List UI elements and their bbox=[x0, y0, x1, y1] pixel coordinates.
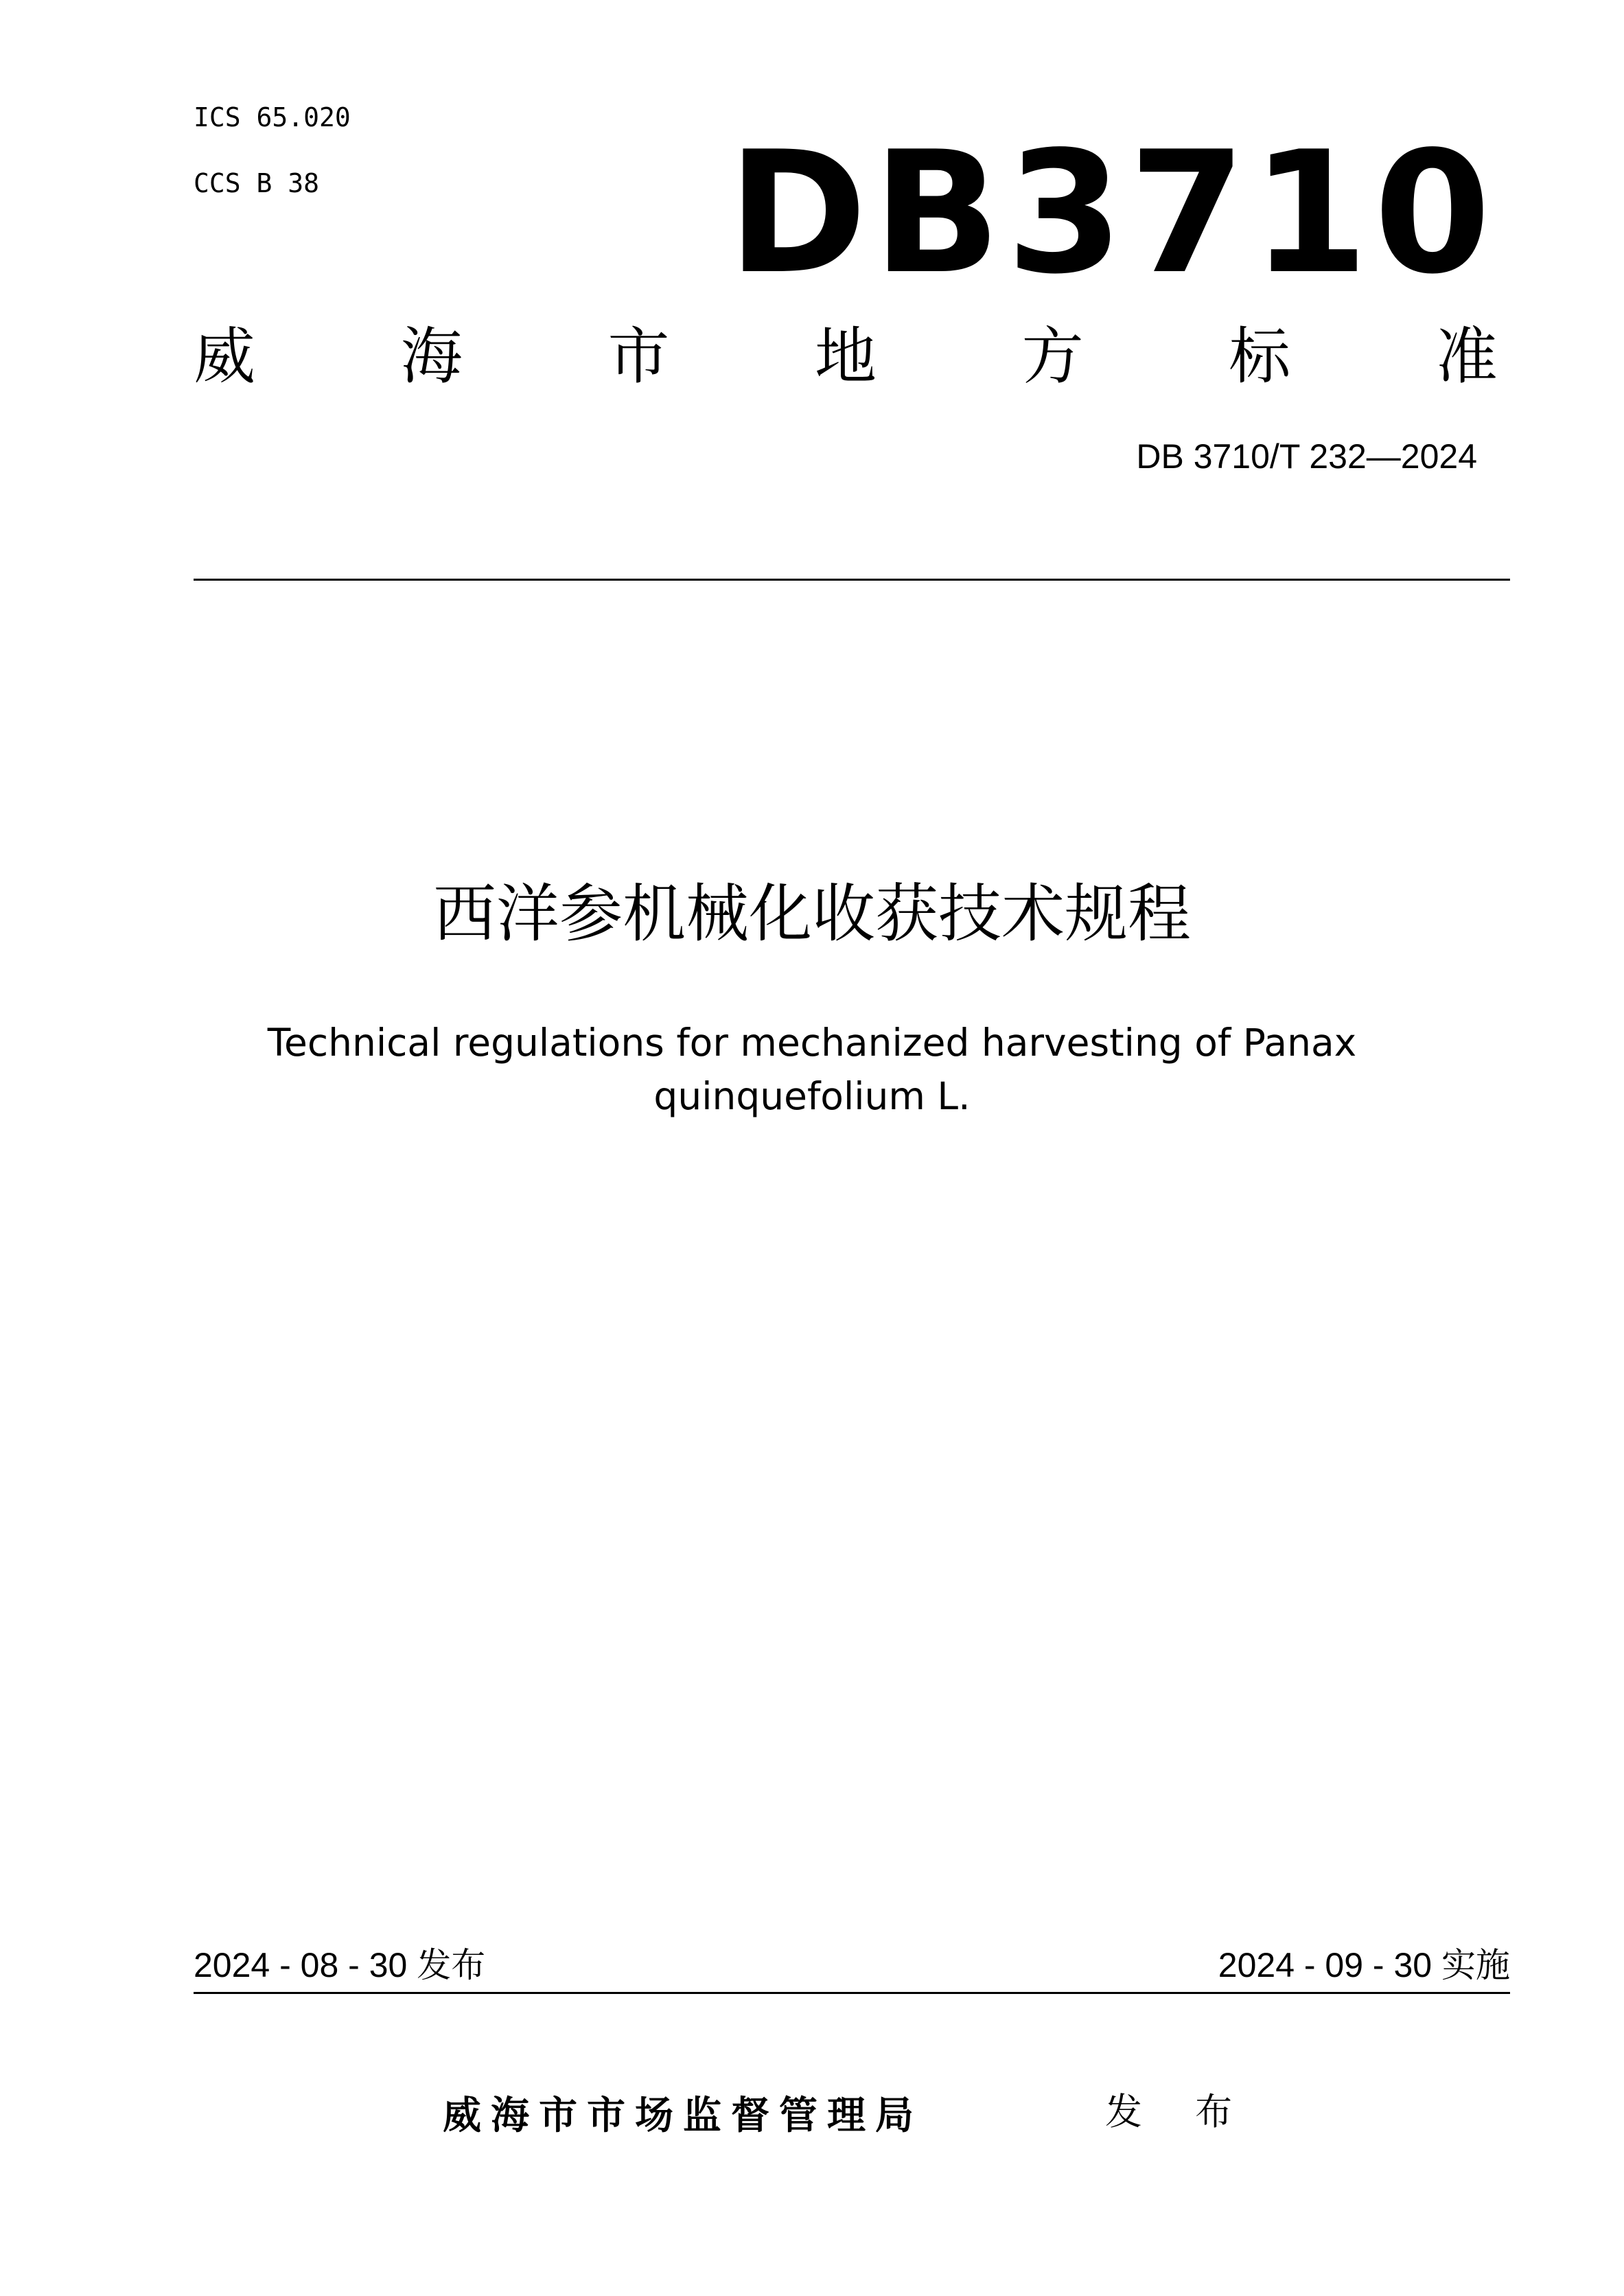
issuing-authority: 威海市市场监督管理局 bbox=[443, 2094, 923, 2138]
standard-type-char: 市 bbox=[607, 321, 670, 393]
document-title-chinese: 西洋参机械化收获技术规程 bbox=[432, 877, 1191, 951]
implementation-date: 2024 - 09 - 30 实施 bbox=[1218, 1946, 1510, 1984]
standard-type-char: 海 bbox=[400, 321, 463, 393]
ics-code: ICS 65.020 bbox=[194, 102, 351, 132]
issue-date: 2024 - 08 - 30 发布 bbox=[194, 1946, 486, 1984]
header-divider bbox=[194, 579, 1510, 581]
standard-number: DB 3710/T 232—2024 bbox=[1136, 437, 1477, 476]
standard-type-char: 威 bbox=[194, 321, 255, 393]
standard-type-char: 准 bbox=[1435, 321, 1498, 393]
ccs-code: CCS B 38 bbox=[194, 168, 320, 198]
standard-type-char: 地 bbox=[814, 321, 877, 393]
standard-type-char: 标 bbox=[1229, 321, 1291, 393]
footer-divider bbox=[194, 1992, 1510, 1994]
standard-type-char: 方 bbox=[1021, 321, 1084, 393]
english-title-line-2: quinquefolium L. bbox=[653, 1074, 971, 1118]
publish-label: 发 布 bbox=[1105, 2090, 1253, 2133]
standard-type-heading bbox=[194, 319, 1498, 395]
english-title-line-1: Technical regulations for mechanized harvesting of Panax bbox=[267, 1021, 1357, 1065]
standard-code-logo: DB3710 bbox=[728, 115, 1496, 311]
document-title-english bbox=[194, 1016, 1430, 1123]
